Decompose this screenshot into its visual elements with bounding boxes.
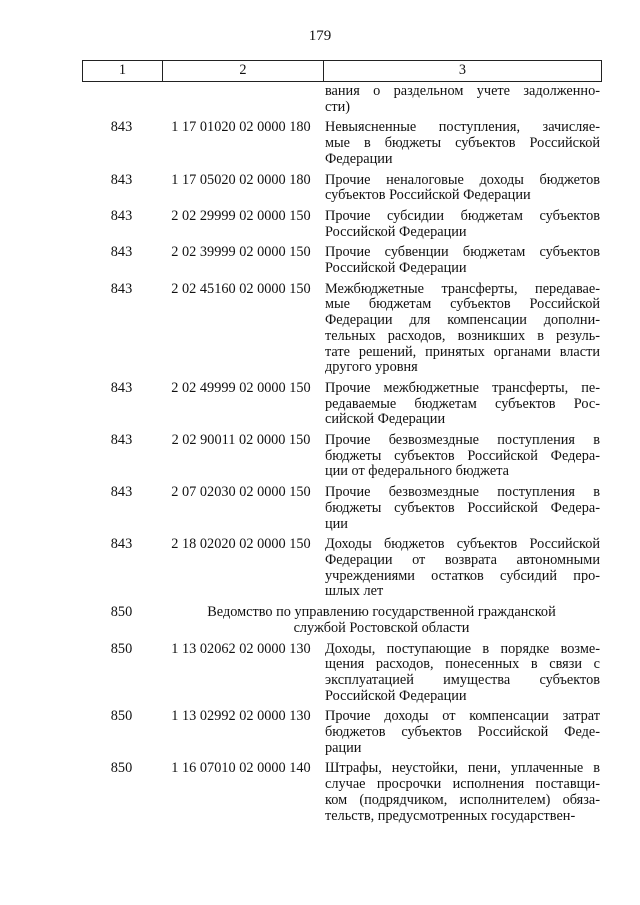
administrator-code: 843 (110, 484, 133, 501)
table-row (82, 605, 602, 636)
revenue-codes-table (82, 60, 602, 829)
revenue-description (321, 642, 602, 705)
revenue-description (321, 84, 602, 115)
administrator-code: 843 (110, 119, 133, 136)
table-row (82, 84, 602, 115)
administrator-code: 850 (110, 708, 133, 725)
budget-classification-code: 2 02 45160 02 0000 150 (171, 280, 311, 297)
budget-classification-code: 2 07 02030 02 0000 150 (171, 484, 311, 501)
administrator-code: 843 (110, 280, 133, 297)
description-line: Прочие доходы от компенсации затрат (325, 708, 600, 725)
description-line: редаваемые бюджетам субъектов Рос- (325, 395, 600, 412)
column-header-2: 2 (163, 61, 324, 81)
budget-classification-code: 2 02 49999 02 0000 150 (171, 379, 311, 396)
description-line: щения расходов, понесенных в связи с (325, 656, 600, 673)
table-row (82, 485, 602, 532)
revenue-description (321, 381, 602, 428)
revenue-description (321, 485, 602, 532)
description-line: бюджеты субъектов Российской Федера- (325, 447, 600, 464)
administrator-code: 850 (110, 640, 133, 657)
description-line: Федерации (325, 150, 393, 167)
description-line: ции от федерального бюджета (325, 463, 509, 480)
description-line: учреждениями остатков субсидий про- (325, 567, 600, 584)
description-line: Федерации для компенсации дополни- (325, 312, 600, 329)
revenue-description (321, 433, 602, 480)
description-line: ции (325, 515, 348, 532)
description-line: ком (подрядчиком, исполнителем) обяза- (325, 791, 600, 808)
budget-classification-code: 2 02 90011 02 0000 150 (171, 432, 311, 449)
table-row (82, 245, 602, 276)
description-line: сти) (325, 98, 351, 115)
administrator-code: 850 (110, 760, 133, 777)
description-line: мые бюджетам субъектов Российской (325, 296, 600, 313)
table-row (82, 209, 602, 240)
administrator-code: 843 (110, 379, 133, 396)
table-row (82, 537, 602, 600)
description-line: Прочие безвозмездные поступления в (325, 432, 600, 449)
budget-classification-code: 1 17 01020 02 0000 180 (171, 119, 311, 136)
description-line: Доходы, поступающие в порядке возме- (325, 640, 600, 657)
description-line: Российской Федерации (325, 687, 467, 704)
revenue-description (321, 245, 602, 276)
description-line: Штрафы, неустойки, пени, уплаченные в (325, 760, 600, 777)
column-header-1: 1 (83, 61, 163, 81)
description-line: шлых лет (325, 583, 384, 600)
budget-classification-code: 1 13 02062 02 0000 130 (171, 640, 311, 657)
table-row (82, 642, 602, 705)
revenue-description (321, 120, 602, 167)
description-line: Федерации от возврата автономными (325, 551, 600, 568)
description-line: Межбюджетные трансферты, передавае- (325, 280, 600, 297)
budget-classification-code: 2 02 39999 02 0000 150 (171, 244, 311, 261)
administrator-code: 843 (110, 207, 133, 224)
description-line: рации (325, 739, 362, 756)
administrator-code (82, 84, 161, 115)
department-heading-line: Ведомство по управлению государственной гражданской (207, 604, 556, 621)
department-heading-line: службой Ростовской области (293, 619, 470, 636)
administrator-code: 843 (110, 244, 133, 261)
revenue-description (321, 537, 602, 600)
revenue-description (321, 709, 602, 756)
description-line: тельств, предусмотренных государствен- (325, 807, 576, 824)
description-line: Доходы бюджетов субъектов Российской (325, 536, 600, 553)
description-line: Прочие безвозмездные поступления в (325, 484, 600, 501)
description-line: другого уровня (325, 359, 418, 376)
description-line: Прочие субвенции бюджетам субъектов (325, 244, 600, 261)
description-line: тате решений, принятых органами власти (325, 343, 600, 360)
description-line: сийской Федерации (325, 411, 446, 428)
table-row (82, 120, 602, 167)
description-line: Прочие неналоговые доходы бюджетов (325, 171, 600, 188)
department-heading (161, 605, 602, 636)
table-body (82, 84, 602, 824)
description-line: бюджетов субъектов Российской Феде- (325, 724, 600, 741)
description-line: Российской Федерации (325, 260, 467, 277)
description-line: мые в бюджеты субъектов Российской (325, 135, 600, 152)
budget-classification-code: 2 18 02020 02 0000 150 (171, 536, 311, 553)
revenue-description (321, 761, 602, 824)
budget-classification-code: 2 02 29999 02 0000 150 (171, 207, 311, 224)
description-line: эксплуатацией имущества субъектов (325, 671, 600, 688)
description-line: Невыясненные поступления, зачисляе- (325, 119, 600, 136)
description-line: Российской Федерации (325, 223, 467, 240)
description-line: тельных расходов, возникших в резуль- (325, 327, 600, 344)
table-row (82, 282, 602, 376)
description-line: Прочие межбюджетные трансферты, пе- (325, 379, 600, 396)
table-row (82, 381, 602, 428)
description-line: бюджеты субъектов Российской Федера- (325, 499, 600, 516)
description-line: Прочие субсидии бюджетам субъектов (325, 207, 600, 224)
revenue-description (321, 209, 602, 240)
table-row (82, 173, 602, 204)
administrator-code: 850 (110, 604, 133, 621)
table-row (82, 433, 602, 480)
administrator-code: 843 (110, 171, 133, 188)
budget-classification-code (161, 84, 321, 115)
administrator-code: 843 (110, 432, 133, 449)
budget-classification-code: 1 16 07010 02 0000 140 (171, 760, 311, 777)
table-row (82, 709, 602, 756)
revenue-description (321, 282, 602, 376)
column-header-3: 3 (458, 62, 467, 79)
table-header (82, 60, 602, 82)
page-number: 179 (308, 28, 332, 44)
description-line: субъектов Российской Федерации (325, 187, 531, 204)
table-row (82, 761, 602, 824)
description-line: вания о раздельном учете задолженно- (325, 83, 600, 99)
administrator-code: 843 (110, 536, 133, 553)
budget-classification-code: 1 17 05020 02 0000 180 (171, 171, 311, 188)
revenue-description (321, 173, 602, 204)
description-line: случае просрочки исполнения поставщи- (325, 776, 600, 793)
budget-classification-code: 1 13 02992 02 0000 130 (171, 708, 311, 725)
